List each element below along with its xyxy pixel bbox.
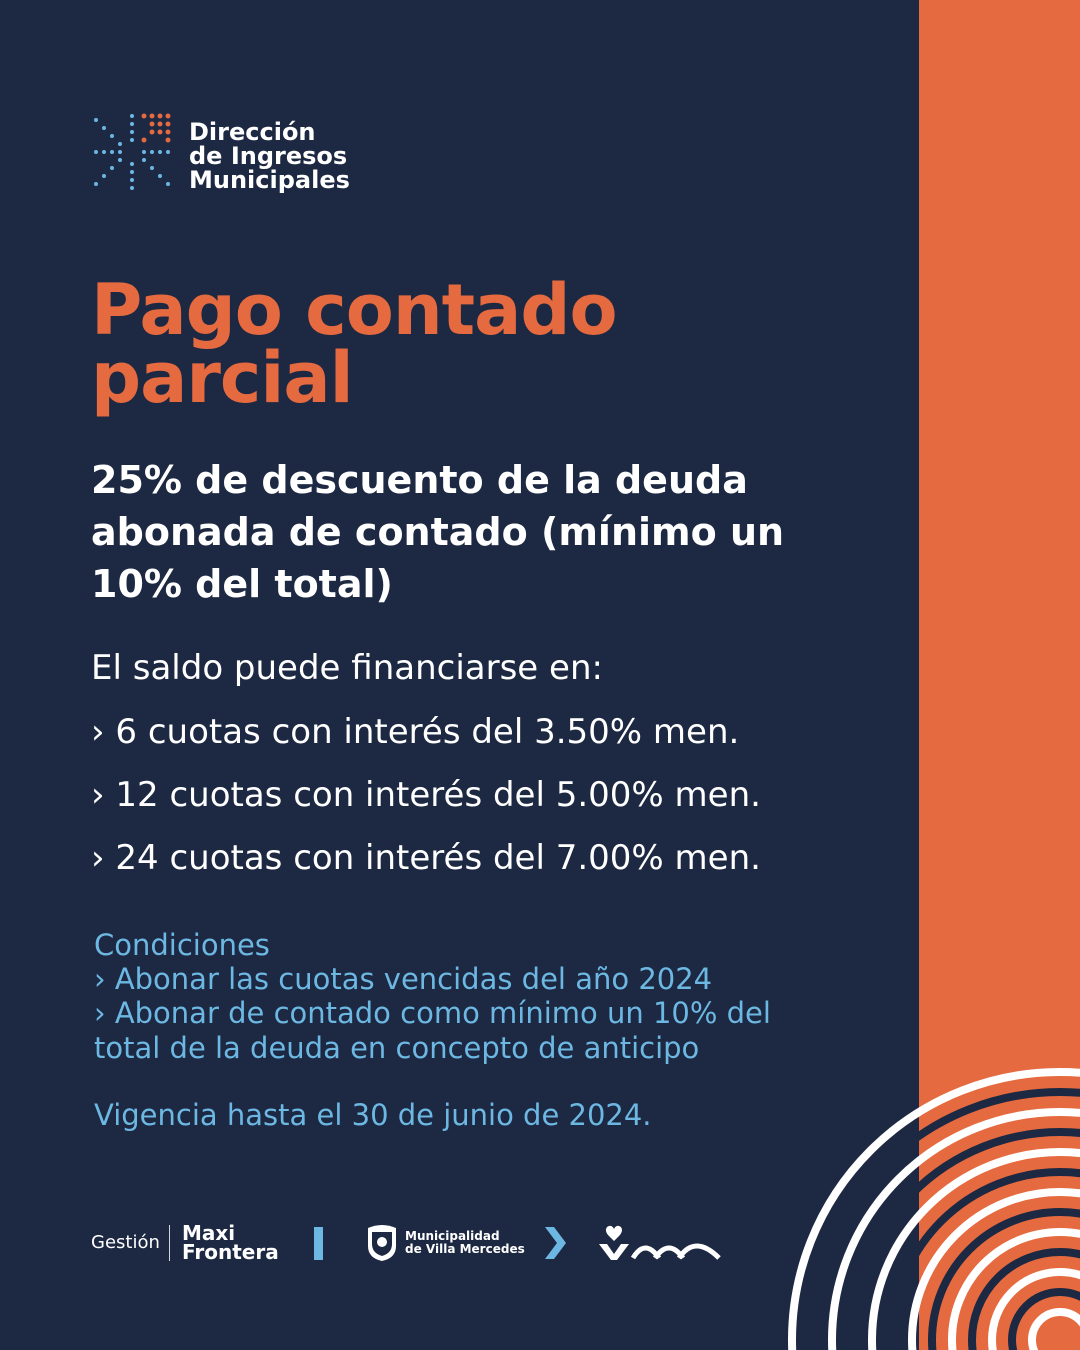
muni-line-2: de Villa Mercedes [405, 1242, 525, 1256]
chevron-right-icon [542, 1225, 568, 1261]
municipalidad-logo-text [405, 1230, 525, 1256]
condition-item-2-cont: total de la deuda en concepto de anticipo [94, 1031, 700, 1065]
arrows-dots-icon [92, 112, 172, 192]
financing-option-6: › 6 cuotas con interés del 3.50% men. [91, 712, 740, 752]
gestion-label: Gestión [91, 1232, 160, 1253]
title-line-2: parcial [91, 337, 353, 419]
fingerprint-graphic [760, 1030, 1080, 1350]
condition-item-2: › Abonar de contado como mínimo un 10% del [94, 996, 771, 1030]
villa-mercedes-logo-icon [597, 1222, 723, 1262]
maxi-line-1: Maxi [182, 1221, 236, 1245]
muni-line-1: Municipalidad [405, 1229, 500, 1243]
logo-line-1: Dirección [189, 118, 316, 146]
page-title [91, 269, 617, 419]
condition-item-1: › Abonar las cuotas vencidas del año 2024 [94, 962, 713, 996]
validity-text: Vigencia hasta el 30 de junio de 2024. [94, 1098, 652, 1132]
maxi-line-2: Frontera [182, 1240, 279, 1264]
title-line-1: Pago contado [91, 269, 617, 351]
footer-divider [169, 1225, 170, 1261]
financing-option-24: › 24 cuotas con interés del 7.00% men. [91, 838, 761, 878]
logo-line-2: de Ingresos [189, 142, 348, 170]
municipal-seal-icon [366, 1222, 398, 1262]
discount-headline: 25% de descuento de la deuda abonada de contado (mínimo un 10% del total) [91, 458, 785, 606]
financing-option-12: › 12 cuotas con interés del 5.00% men. [91, 775, 761, 815]
financing-intro: El saldo puede financiarse en: [91, 648, 603, 688]
conditions-heading: Condiciones [94, 928, 270, 962]
institution-logo-text [189, 120, 350, 192]
maxi-frontera-logo [182, 1221, 279, 1264]
blue-bar-mark [314, 1227, 323, 1260]
logo-line-3: Municipales [189, 166, 350, 194]
